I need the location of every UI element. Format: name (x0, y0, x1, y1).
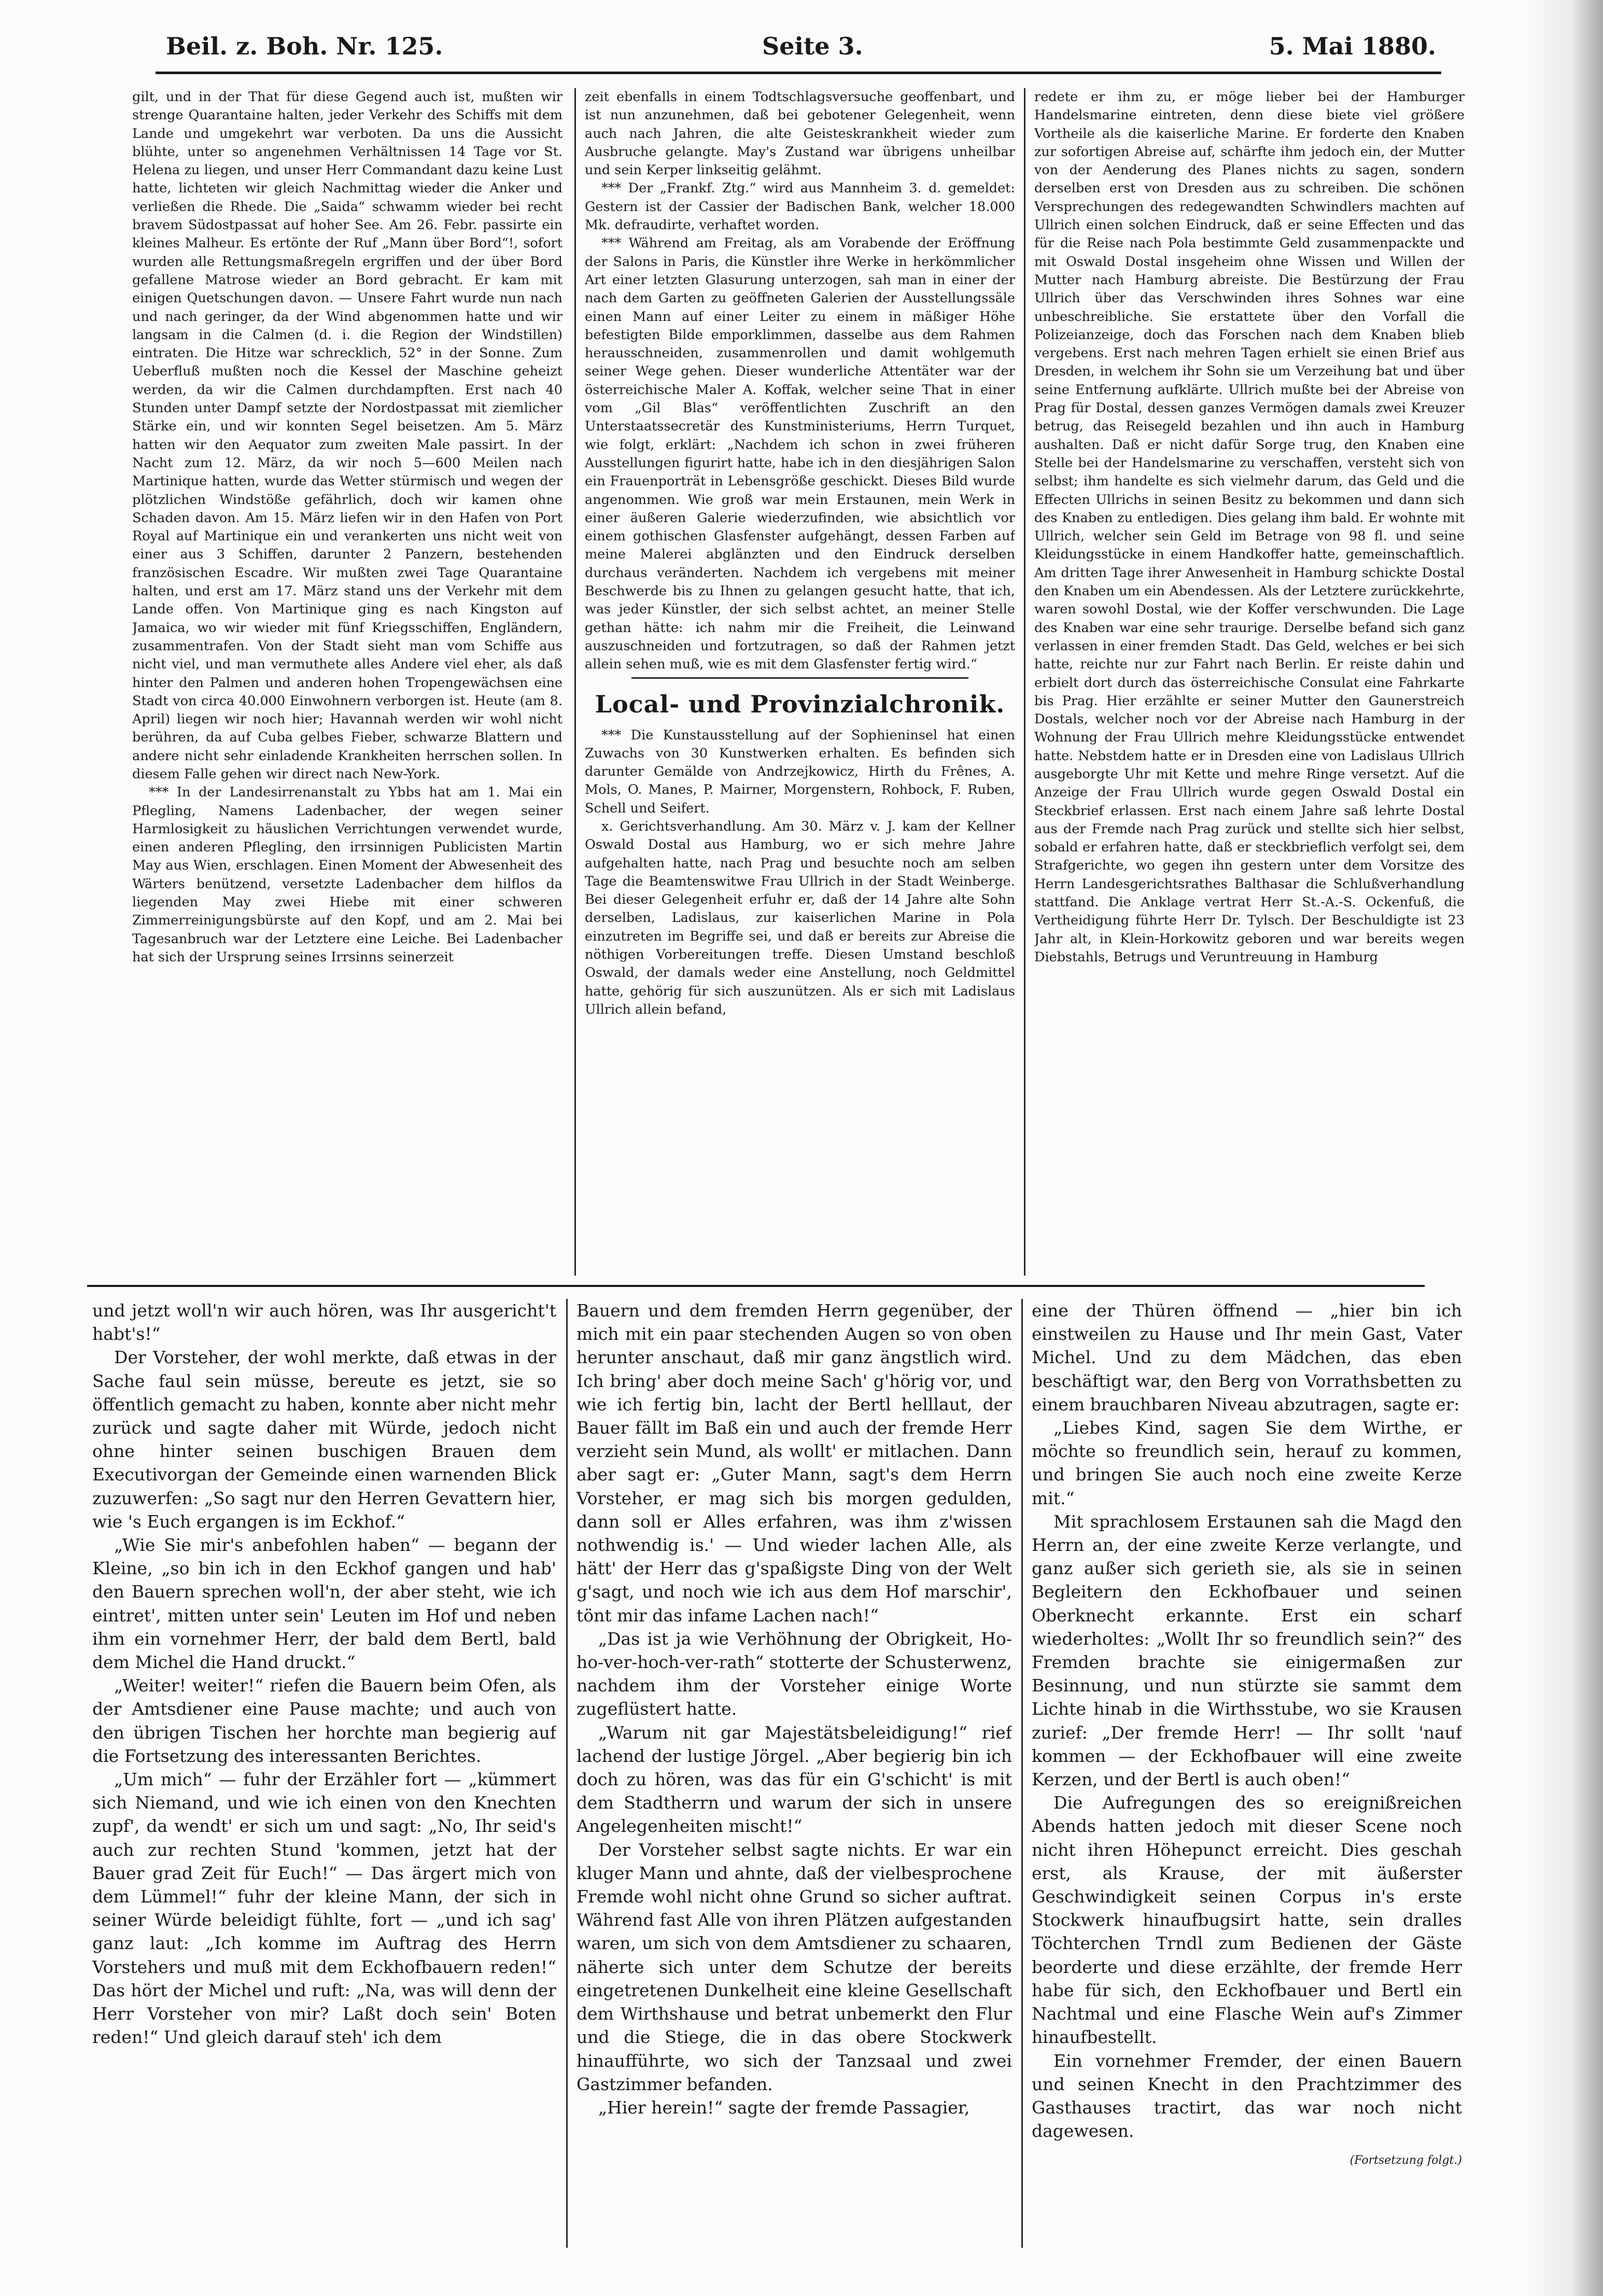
story-paragraph: Bauern und dem fremden Herrn gegenüber, der mich mit ein paar stechenden Augen so von oben herunter anschaut, daß mir ganz ängstlich wird. Ich bring' aber doch meine Sach' g'hörig vor, und wie ich fertig bin, lacht der Bertl helllaut, der Bauer fällt im Baß ein und auch der fremde Herr verzieht sein Mund, als wollt' er mitlachen. Dann aber sagt er: „Guter Mann, sagt's dem Herrn Vorsteher, er mag sich bis morgen gedulden, dann soll er Alles erfahren, was ihm z'wissen nothwendig is.' — Und wieder lachen Alle, als hätt' der Herr das g'spaßigste Ding von der Welt g'sagt, und noch wie ich aus dem Hof marschir', tönt mir das infame Lachen nach!“ (576, 1300, 1012, 1626)
continuation-note: (Fortsetzung folgt.) (1349, 2154, 1462, 2167)
header-date: 5. Mai 1880. (1269, 32, 1436, 60)
story-paragraph: „Liebes Kind, sagen Sie dem Wirthe, er möchte so freundlich sein, herauf zu kommen, und bringen Sie auch noch eine zweite Kerze mit.“ (1032, 1418, 1462, 1508)
header-supplement-number: Beil. z. Boh. Nr. 125. (166, 32, 443, 60)
story-paragraph: „Warum nit gar Majestätsbeleidigung!“ rief lachend der lustige Jörgel. „Aber begierig bin ich doch zu hören, was das für ein G'schicht' is mit dem Stadtherrn und warum der sich in unsere Angelegenheiten mischt!“ (576, 1722, 1012, 1837)
article-paragraph: *** In der Landesirrenanstalt zu Ybbs hat am 1. Mai ein Pflegling, Namens Ladenbacher, der wegen seiner Harmlosigkeit zu häuslichen Verrichtungen verwendet wurde, einen anderen Pflegling, den irrsinnigen Publicisten Martin May aus Wien, erschlagen. Einen Moment der Abwesenheit des Wärters benützend, versetzte Ladenbacher dem hilflos da liegenden May zwei Hiebe mit einer schweren Zimmerreinigungsbürste auf den Kopf, und am 2. Mai bei Tagesanbruch war der Letztere eine Leiche. Bei Ladenbacher hat sich der Ursprung seines Irrsinns seinerzeit (132, 785, 563, 965)
news-column-2 (585, 88, 1015, 1276)
story-paragraph: Die Aufregungen des so ereignißreichen Abends hatten jedoch mit dieser Scene noch nicht ihren Höhepunct erreicht. Dies geschah erst, als Krause, der mit äußerster Geschwindigkeit seinen Corpus in's erste Stockwerk hinaufbugsirt hatte, sein dralles Töchterchen Trndl zum Bedienen der Gäste beorderte und diese erzählte, der fremde Herr habe für sich, den Eckhofbauer und Bertl ein Nachtmal und eine Flasche Wein auf's Zimmer hinaufbestellt. (1032, 1793, 1462, 2048)
section-divider (631, 677, 968, 679)
column-divider (566, 1299, 568, 2248)
feuilleton-column-2 (576, 1299, 1012, 2248)
story-paragraph: Der Vorsteher selbst sagte nichts. Er war ein kluger Mann und ahnte, daß der vielbesprochene Fremde wohl nicht ohne Grund so sicher auftrat. Während fast Alle von ihren Plätzen aufgestanden waren, um sich von dem Amtsdiener zu schaaren, näherte sich unter dem Schutze der bereits eingetretenen Dunkelheit eine kleine Gesellschaft dem Wirthshause und betrat unbemerkt den Flur und die Stiege, die in das obere Stockwerk hinaufführte, wo sich der Tanzsaal und zwei Gastzimmer befanden. (576, 1839, 1012, 2094)
column-divider (574, 88, 576, 1276)
section-heading: Local- und Provinzialchronik. (595, 690, 1005, 718)
feuilleton-column-1 (92, 1299, 556, 2248)
article-paragraph: *** Der „Frankf. Ztg.“ wird aus Mannheim 3. d. gemeldet: Gestern ist der Cassier der Badischen Bank, welcher 18.000 Mk. defraudirte, verhaftet worden. (585, 180, 1015, 233)
scan-edge-shadow (1525, 0, 1603, 2296)
story-paragraph: Ein vornehmer Fremder, der einen Bauern und seinen Knecht in den Prachtzimmer des Gasthauses tractirt, das war noch nicht dagewesen. (1032, 2050, 1462, 2141)
header-rule (156, 72, 1441, 74)
column-divider (1024, 88, 1025, 1276)
news-column-3 (1034, 88, 1465, 1276)
story-paragraph: eine der Thüren öffnend — „hier bin ich einstweilen zu Hause und Ihr mein Gast, Vater Michel. Und zu dem Mädchen, das eben beschäftigt war, den Berg von Vorrathsbetten zu einem brauchbaren Niveau abzutragen, sagte er: (1032, 1300, 1462, 1415)
story-paragraph: Mit sprachlosem Erstaunen sah die Magd den Herrn an, der eine zweite Kerze verlangte, und ganz außer sich gerieth sie, als sie in seinen Begleitern den Eckhofbauer und seinen Oberknecht erkannte. Erst ein scharf wiederholtes: „Wollt Ihr so freundlich sein?“ des Fremden brachte sie einigermaßen zur Besinnung, und nun stürzte sie sammt dem Lichte hinab in die Wirthsstube, wo sie Krausen zurief: „Der fremde Herr! — Ihr sollt 'nauf kommen — der Eckhofbauer will eine zweite Kerzen, und der Bertl is auch oben!“ (1032, 1511, 1462, 1790)
article-paragraph: gilt, und in der That für diese Gegend auch ist, mußten wir strenge Quarantaine halten, jeder Verkehr des Schiffs mit dem Lande und umgekehrt war verboten. Da uns die Aussicht blühte, unter so angenehmen Verhältnissen 14 Tage vor St. Helena zu liegen, und unser Herr Commandant dazu keine Lust hatte, lichteten wir gleich Nachmittag wieder die Anker und verließen die Rhede. Die „Saida“ schwamm wieder bei recht bravem Südostpassat auf hoher See. Am 26. Febr. passirte ein kleines Malheur. Es ertönte der Ruf „Mann über Bord“!, sofort wurden alle Rettungsmaßregeln ergriffen und der über Bord gefallene Matrose wieder an Bord gebracht. Er kam mit einigen Quetschungen davon. — Unsere Fahrt wurde nun nach und nach geringer, da der Wind abgenommen hatte und wir langsam in die Calmen (d. i. die Region der Windstillen) eintraten. Die Hitze war schrecklich, 52° in der Sonne. Zum Ueberfluß mußten noch die Kessel der Maschine geheizt werden, da wir die Calmen durchdampften. Erst nach 40 Stunden unter Dampf setzte der Nordostpassat mit ziemlicher Stärke ein, und wir konnten Segel beisetzen. Am 5. März hatten wir den Aequator zum zweiten Male passirt. In der Nacht zum 12. März, da wir noch 5—600 Meilen nach Martinique hatten, wurde das Wetter stürmisch und wegen der plötzlichen Windstöße gefährlich, doch wir kamen ohne Schaden davon. Am 15. März liefen wir in den Hafen von Port Royal auf Martinique ein und verankerten uns nicht weit von einer aus 3 Schiffen, darunter 2 Panzern, bestehenden französischen Escadre. Wir mußten zwei Tage Quarantaine halten, und erst am 17. März stand uns der Verkehr mit dem Lande offen. Von Martinique ging es nach Kingston auf Jamaica, wo wir wieder mit fünf Kriegsschiffen, Engländern, zusammentrafen. Von der Stadt sieht man vom Schiffe aus nicht viel, und man vermuthete alles Andere viel eher, als daß hinter den Palmen und anderen hohen Tropengewächsen eine Stadt von circa 40.000 Einwohnern verborgen ist. Heute (am 8. April) liegen wir noch hier; Havannah werden wir wohl nicht berühren, da auf Cuba gelbes Fieber, schwarze Blattern und andere nicht sehr einladende Krankheiten herrschen sollen. In diesem Falle gehen wir direct nach New-York. (132, 89, 563, 782)
feuilleton-rule (87, 1285, 1425, 1287)
story-paragraph: „Das ist ja wie Verhöhnung der Obrigkeit, Ho-ho-ver-hoch-ver-rath“ stotterte der Schusterwenz, nachdem ihm der Vorsteher einige Worte zugeflüstert hatte. (576, 1628, 1012, 1719)
article-paragraph: redete er ihm zu, er möge lieber bei der Hamburger Handelsmarine eintreten, denn diese biete viel größere Vortheile als die kaiserliche Marine. Er forderte den Knaben zur sofortigen Abreise auf, schärfte ihm jedoch ein, der Mutter von der Aenderung des Planes nichts zu sagen, sondern derselben erst von Dresden aus zu schreiben. Die schönen Versprechungen des redegewandten Schwindlers machten auf Ullrich einen solchen Eindruck, daß er seine Effecten und das für die Reise nach Pola bestimmte Geld zusammenpackte und mit Oswald Dostal insgeheim ohne Wissen und Willen der Mutter nach Hamburg abreiste. Die Bestürzung der Frau Ullrich über das Verschwinden ihres Sohnes war eine unbeschreibliche. Sie erstattete über den Vorfall die Polizeianzeige, doch das Forschen nach dem Knaben blieb vergebens. Erst nach mehren Tagen erhielt sie einen Brief aus Dresden, in welchem ihr Sohn sie um Verzeihung bat und über seine Entfernung aufklärte. Ullrich mußte bei der Abreise von Prag für Dostal, dessen ganzes Vermögen damals zwei Kreuzer betrug, das Reisegeld bezahlen und ihn auch in Hamburg aushalten. Daß er nicht dafür Sorge trug, den Knaben eine Stelle bei der Handelsmarine zu verschaffen, versteht sich von selbst; ihm handelte es sich vielmehr darum, das Geld und die Effecten Ullrichs in seinen Besitz zu bekommen und dann sich des Knaben zu entledigen. Dies gelang ihm bald. Er wohnte mit Ullrich, welcher sein Geld im Betrage von 98 fl. und seine Kleidungsstücke in einem Handkoffer hatte, gemeinschaftlich. Am dritten Tage ihrer Anwesenheit in Hamburg schickte Dostal den Knaben um ein Abendessen. Als der Letztere zurückkehrte, waren sowohl Dostal, wie der Koffer verschwunden. Die Lage des Knaben war eine sehr traurige. Derselbe befand sich ganz verlassen in einer fremden Stadt. Das Geld, welches er bei sich hatte, reichte nur zur Fahrt nach Berlin. Er reiste dahin und erbielt dort durch das österreichische Consulat eine Fahrkarte bis Prag. Hier erzählte er seiner Mutter den Gaunerstreich Dostals, welcher noch vor der Abreise nach Hamburg in der Wohnung der Frau Ullrich mehre Kleidungsstücke entwendet hatte. Nebstdem hatte er in Dresden eine von Ladislaus Ullrich ausgeborgte Uhr mit Kette und mehre Ringe versetzt. Auf die Anzeige der Frau Ullrich wurde gegen Oswald Dostal ein Steckbrief erlassen. Erst nach einem Jahre saß lehrte Dostal aus der Fremde nach Prag zurück und stellte sich hier selbst, sobald er erfahren hatte, daß er steckbrieflich verfolgt sei, dem Strafgerichte, wo gegen ihn gestern unter dem Vorsitze des Herrn Landesgerichtsrathes Balthasar die Schlußverhandlung stattfand. Die Anklage vertrat Herr St.-A.-S. Ockenfuß, die Vertheidigung führte Herr Dr. Tylsch. Der Beschuldigte ist 23 Jahr alt, in Klein-Horkowitz geboren und war bereits wegen Diebstahls, Betrugs und Veruntreuung in Hamburg (1034, 89, 1465, 965)
article-paragraph: *** Die Kunstausstellung auf der Sophieninsel hat einen Zuwachs von 30 Kunstwerken erhalten. Es befinden sich darunter Gemälde von Andrzejkowicz, Hirth du Frênes, A. Mols, O. Manes, P. Mairner, Morgenstern, Rohbock, F. Ruben, Schell und Seifert. (585, 727, 1015, 816)
article-paragraph: *** Während am Freitag, als am Vorabende der Eröffnung der Salons in Paris, die Künstler ihre Werke in herkömmlicher Art einer letzten Glasurung unterzogen, sah man in einer der nach dem Garten zu geöffneten Galerien der Ausstellungssäle einen Mann auf einer Leiter zu einem in mäßiger Höhe befestigten Bilde emporklimmen, dasselbe aus dem Rahmen herausschneiden, zusammenrollen und damit wohlgemuth seiner Wege gehen. Dieser wunderliche Attentäter war der österreichische Maler A. Koffak, welcher seine That in einer vom „Gil Blas“ veröffentlichten Zuschrift an den Unterstaatssecretär des Kunstministeriums, Herrn Turquet, wie folgt, erklärt: „Nachdem ich schon in zwei früheren Ausstellungen figurirt hatte, habe ich in den diesjährigen Salon ein Frauenporträt in Lebensgröße geschickt. Dieses Bild wurde angenommen. Wie groß war mein Erstaunen, mein Werk in einer äußeren Galerie wiederzufinden, wie absichtlich vor einem gothischen Glasfenster aufgehängt, dessen Farben auf meine Malerei abglänzten und den Eindruck derselben durchaus veränderten. Nachdem ich vergebens mit meiner Beschwerde bis zu Ihnen zu gelangen gesucht hatte, that ich, was jeder Künstler, der sich selbst achtet, an meiner Stelle gethan hätte: ich nahm mir die Freiheit, die Leinwand auszuschneiden und fortzutragen, so daß der Rahmen jetzt allein sehen muß, wie es mit dem Glasfenster fertig wird.“ (585, 235, 1015, 673)
news-column-1 (132, 88, 563, 1276)
story-paragraph: Der Vorsteher, der wohl merkte, daß etwas in der Sache faul sein müsse, bereute es jetzt, sie so öffentlich gemacht zu haben, konnte aber nicht mehr zurück und sagte daher mit Würde, jedoch nicht ohne hinter seinen buschigen Brauen dem Executivorgan der Gemeinde einen warnenden Blick zuzuwerfen: „So sagt nur den Herren Gevattern hier, wie 's Euch ergangen is im Eckhof.“ (92, 1347, 556, 1532)
feuilleton-column-3 (1032, 1299, 1462, 2248)
page-header (166, 32, 1436, 68)
article-paragraph: zeit ebenfalls in einem Todtschlagsversuche geoffenbart, und ist nun anzunehmen, daß bei gebotener Gelegenheit, wenn auch nach Jahren, die alte Geisteskrankheit wieder zum Ausbruche gelangte. May's Zustand war übrigens unheilbar und sein Kerper linkseitig gelähmt. (585, 89, 1015, 178)
header-page-number: Seite 3. (762, 32, 863, 60)
column-divider (1021, 1299, 1023, 2248)
story-paragraph: „Um mich“ — fuhr der Erzähler fort — „kümmert sich Niemand, und wie ich einen von den Knechten zupf', da wendt' er sich um und sagt: „No, Ihr seid's auch zur rechten Stund 'kommen, jetzt hat der Bauer grad Zeit für Euch!“ — Das ärgert mich von dem Lümmel!“ fuhr der kleine Mann, der sich in seiner Würde beleidigt fühlte, fort — „und ich sag' ganz laut: „Ich komme im Auftrag des Herrn Vorstehers und muß mit dem Eckhofbauern reden!“ Das hört der Michel und ruft: „Na, was will denn der Herr Vorsteher von mir? Laßt doch sein' Boten reden!“ Und gleich darauf steh' ich dem (92, 1769, 556, 2048)
story-paragraph: „Wie Sie mir's anbefohlen haben“ — begann der Kleine, „so bin ich in den Eckhof gangen und hab' den Bauern sprechen woll'n, der aber steht, wie ich eintret', mitten unter sein' Leuten im Hof und neben ihm ein vornehmer Herr, der bald dem Bertl, bald dem Michel die Hand druckt.“ (92, 1535, 556, 1673)
story-paragraph: und jetzt woll'n wir auch hören, was Ihr ausgericht't habt's!“ (92, 1300, 556, 1345)
article-paragraph: x. Gerichtsverhandlung. Am 30. März v. J. kam der Kellner Oswald Dostal aus Hamburg, wo er sich mehre Jahre aufgehalten hatte, nach Prag und besuchte noch am selben Tage die Beamtenswitwe Frau Ullrich in der Stadt Weinberge. Bei dieser Gelegenheit erfuhr er, daß der 14 Jahre alte Sohn derselben, Ladislaus, zur kaiserlichen Marine in Pola einzutreten im Begriffe sei, und daß er bereits zur Abreise die nöthigen Vorbereitungen treffe. Diesen Umstand beschloß Oswald, der damals weder eine Anstellung, noch Geldmittel hatte, gehörig für sich auszunützen. Als er sich mit Ladislaus Ullrich allein befand, (585, 818, 1015, 1017)
story-paragraph: „Weiter! weiter!“ riefen die Bauern beim Ofen, als der Amtsdiener eine Pause machte; und auch von den übrigen Tischen her horchte man begierig auf die Fortsetzung des interessanten Berichtes. (92, 1675, 556, 1766)
story-paragraph: „Hier herein!“ sagte der fremde Passagier, (598, 2097, 970, 2118)
